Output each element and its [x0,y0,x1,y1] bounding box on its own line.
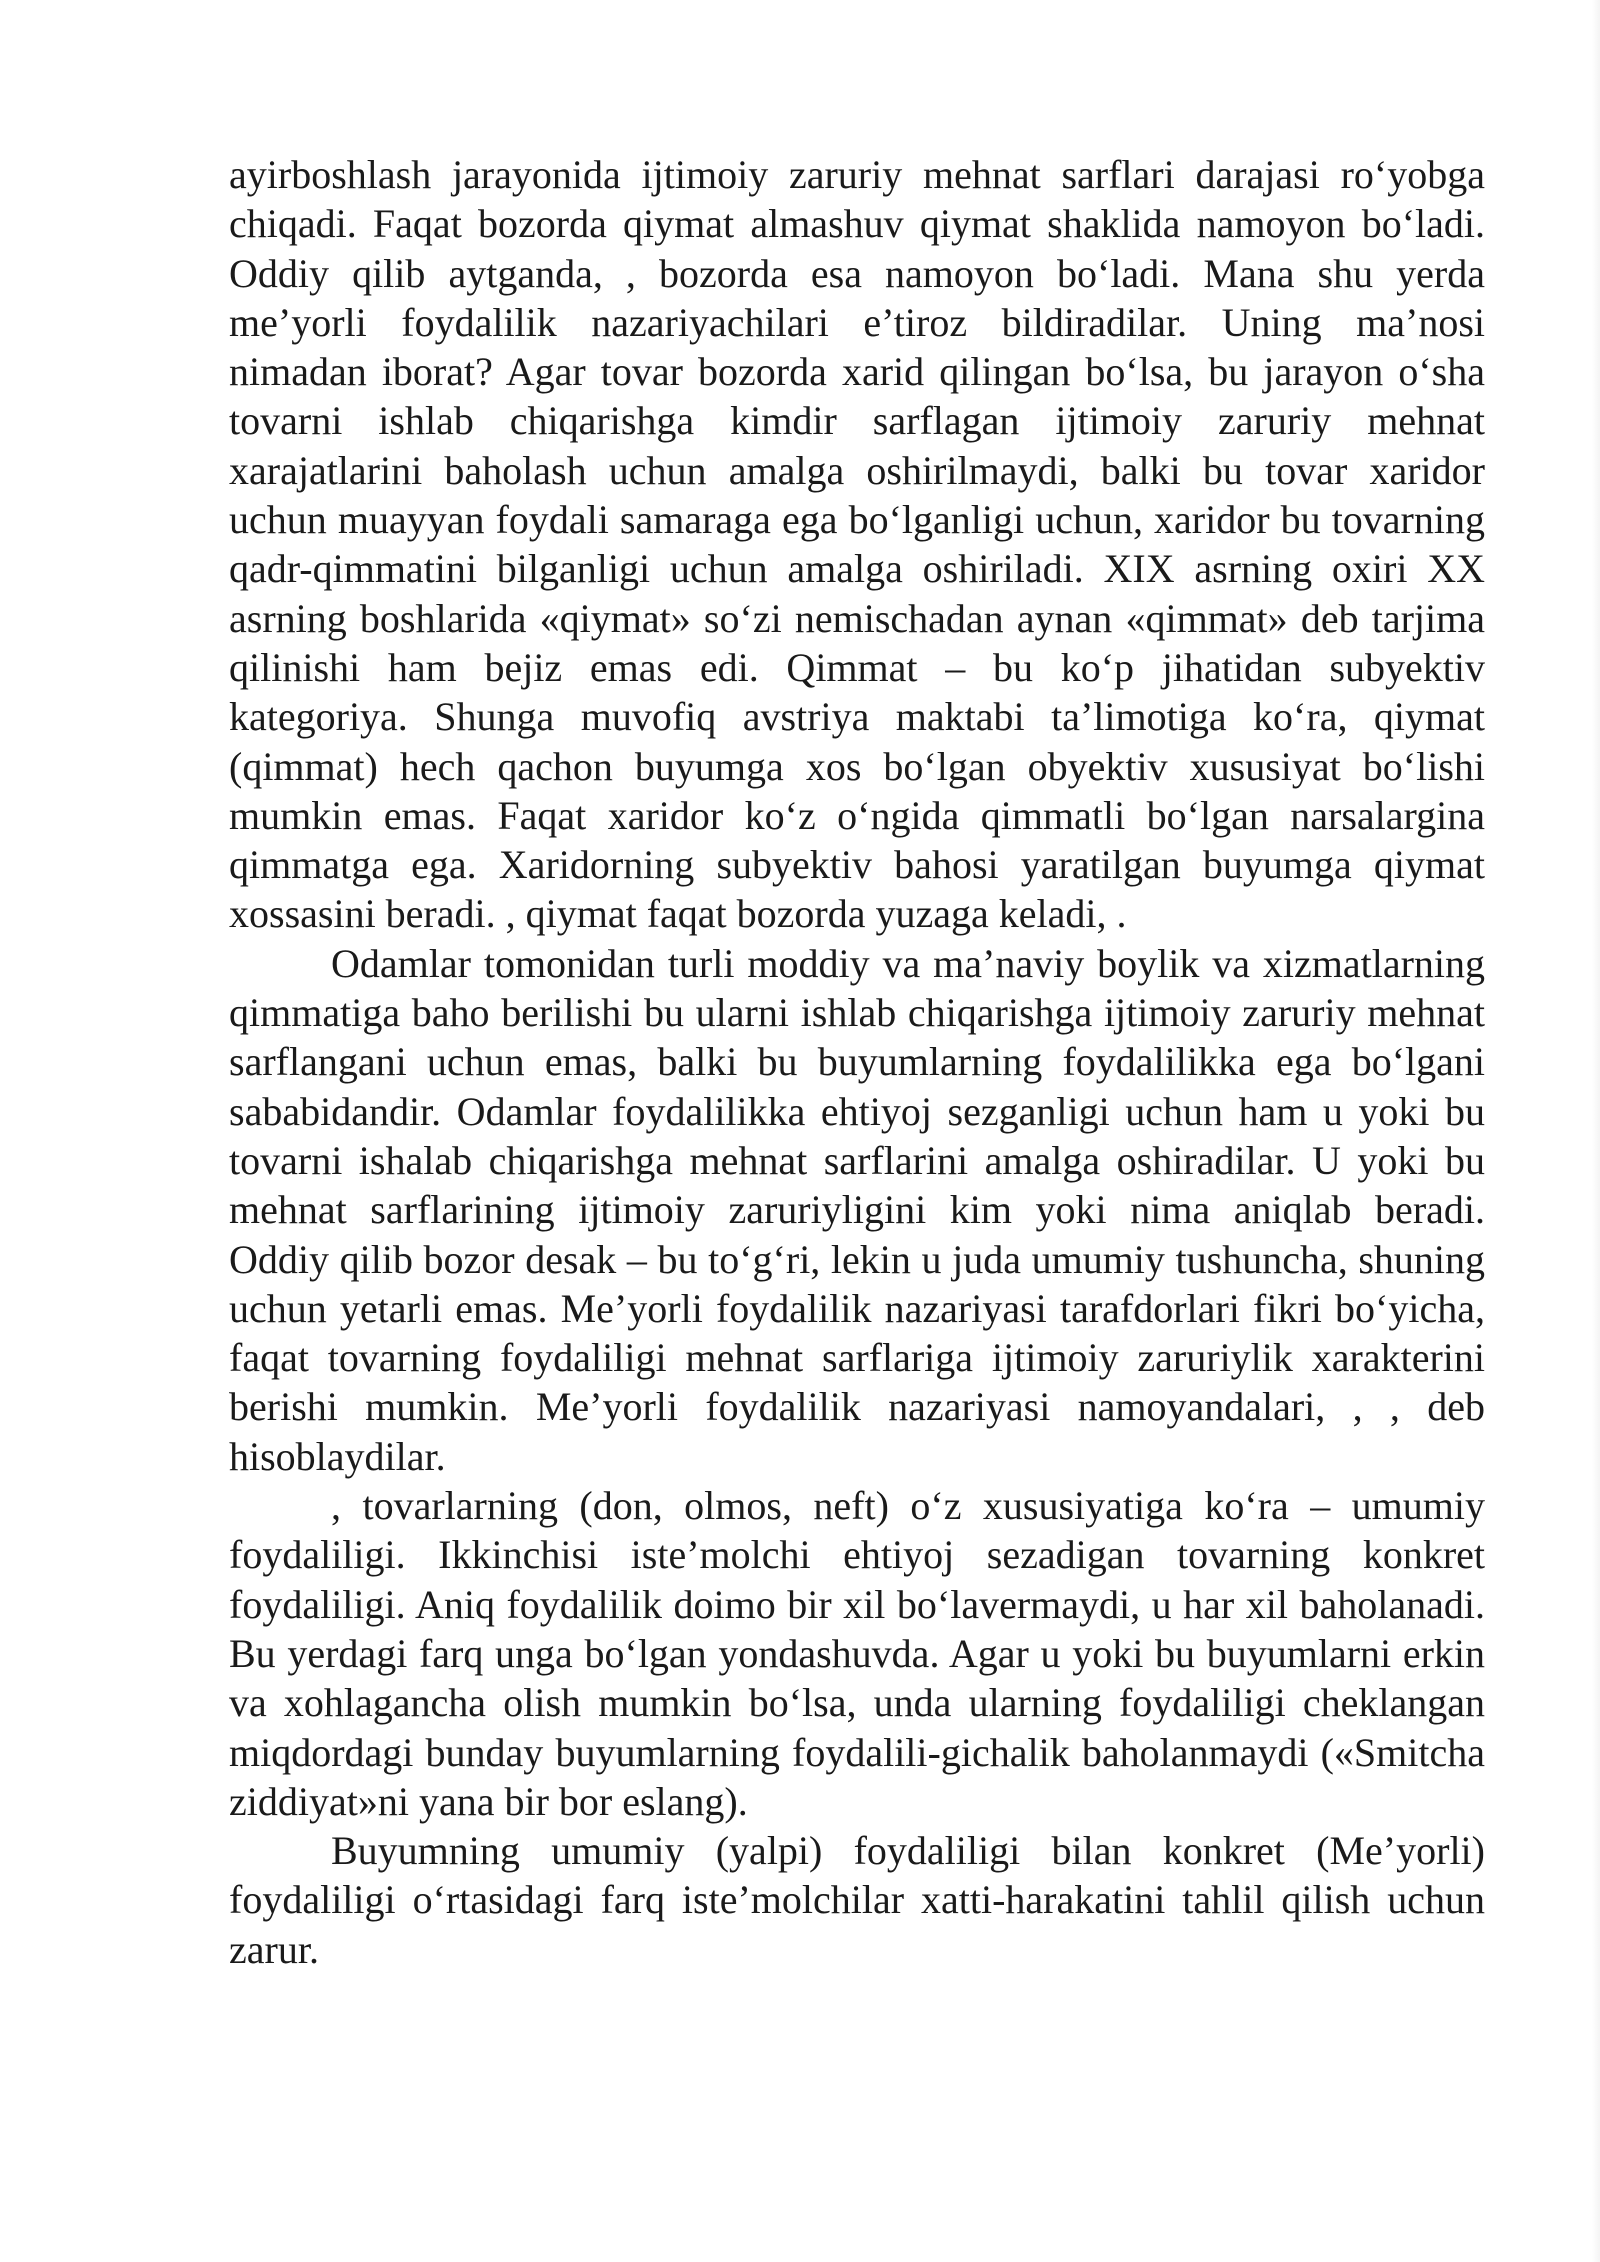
paragraph-3: , tovarlarning (don, olmos, neft) o‘z xususiyatiga ko‘ra – umumiy foydaliligi. Ikkinchisi iste’molchi ehtiyoj sezadigan tovarning konkret foydaliligi. Aniq foydalilik doimo bir xil bo‘lavermaydi, u har xil baholanadi. Bu yerdagi farq unga bo‘lgan yondashuvda. Agar u yoki bu buyumlarni erkin va xohlagancha olish mumkin bo‘lsa, unda ularning foydaliligi cheklangan miqdordagi bunday buyumlarning foydalili-gichalik baholanmaydi («Smitcha ziddiyat»ni yana bir bor eslang). [229,1483,1485,1824]
paragraph-1: ayirboshlash jarayonida ijtimoiy zaruriy mehnat sarflari darajasi ro‘yobga chiqadi. Faqat bozorda qiymat almashuv qiymat shaklida namoyon bo‘ladi. Oddiy qilib aytganda, , bozorda esa namoyon bo‘ladi. Mana shu yerda me’yorli foydalilik nazariyachilari e’tiroz bildiradilar. Uning ma’nosi nimadan iborat? Agar tovar bozorda xarid qilingan bo‘lsa, bu jarayon o‘sha tovarni ishlab chiqarishga kimdir sarflagan ijtimoiy zaruriy mehnat xarajatlarini baholash uchun amalga oshirilmaydi, balki bu tovar xaridor uchun muayyan foydali samaraga ega bo‘lganligi uchun, xaridor bu tovarning qadr-qimmatini bilganligi uchun amalga oshiriladi. XIX asrning oxiri XX asrning boshlarida «qiymat» so‘zi nemischadan aynan «qimmat» deb tarjima qilinishi ham bejiz emas edi. Qimmat – bu ko‘p jihatidan subyektiv kategoriya. Shunga muvofiq avstriya maktabi ta’limotiga ko‘ra, qiymat (qimmat) hech qachon buyumga xos bo‘lgan obyektiv xususiyat bo‘lishi mumkin emas. Faqat xaridor ko‘z o‘ngida qimmatli bo‘lgan narsalargina qimmatga ega. Xaridorning subyektiv bahosi yaratilgan buyumga qiymat xossasini beradi. , qiymat faqat bozorda yuzaga keladi, . [229,152,1485,937]
page-edge-shadow [1592,0,1600,2262]
body-text [229,150,1485,1974]
paragraph-4: Buyumning umumiy (yalpi) foydaliligi bilan konkret (Me’yorli) foydaliligi o‘rtasidagi farq iste’molchilar xatti-harakatini tahlil qilish uchun zarur. [229,1828,1485,1972]
paragraph-2: Odamlar tomonidan turli moddiy va ma’naviy boylik va xizmatlarning qimmatiga baho berilishi bu ularni ishlab chiqarishga ijtimoiy zaruriy mehnat sarflangani uchun emas, balki bu buyumlarning foydalilikka ega bo‘lgani sababidandir. Odamlar foydalilikka ehtiyoj sezganligi uchun ham u yoki bu tovarni ishalab chiqarishga mehnat sarflarini amalga oshiradilar. U yoki bu mehnat sarflarining ijtimoiy zaruriyligini kim yoki nima aniqlab beradi. Oddiy qilib bozor desak – bu to‘g‘ri, lekin u juda umumiy tushuncha, shuning uchun yetarli emas. Me’yorli foydalilik nazariyasi tarafdorlari fikri bo‘yicha, faqat tovarning foydaliligi mehnat sarflariga ijtimoiy zaruriylik xarakterini berishi mumkin. Me’yorli foydalilik nazariyasi namoyandalari, , , deb hisoblaydilar. [229,940,1485,1479]
